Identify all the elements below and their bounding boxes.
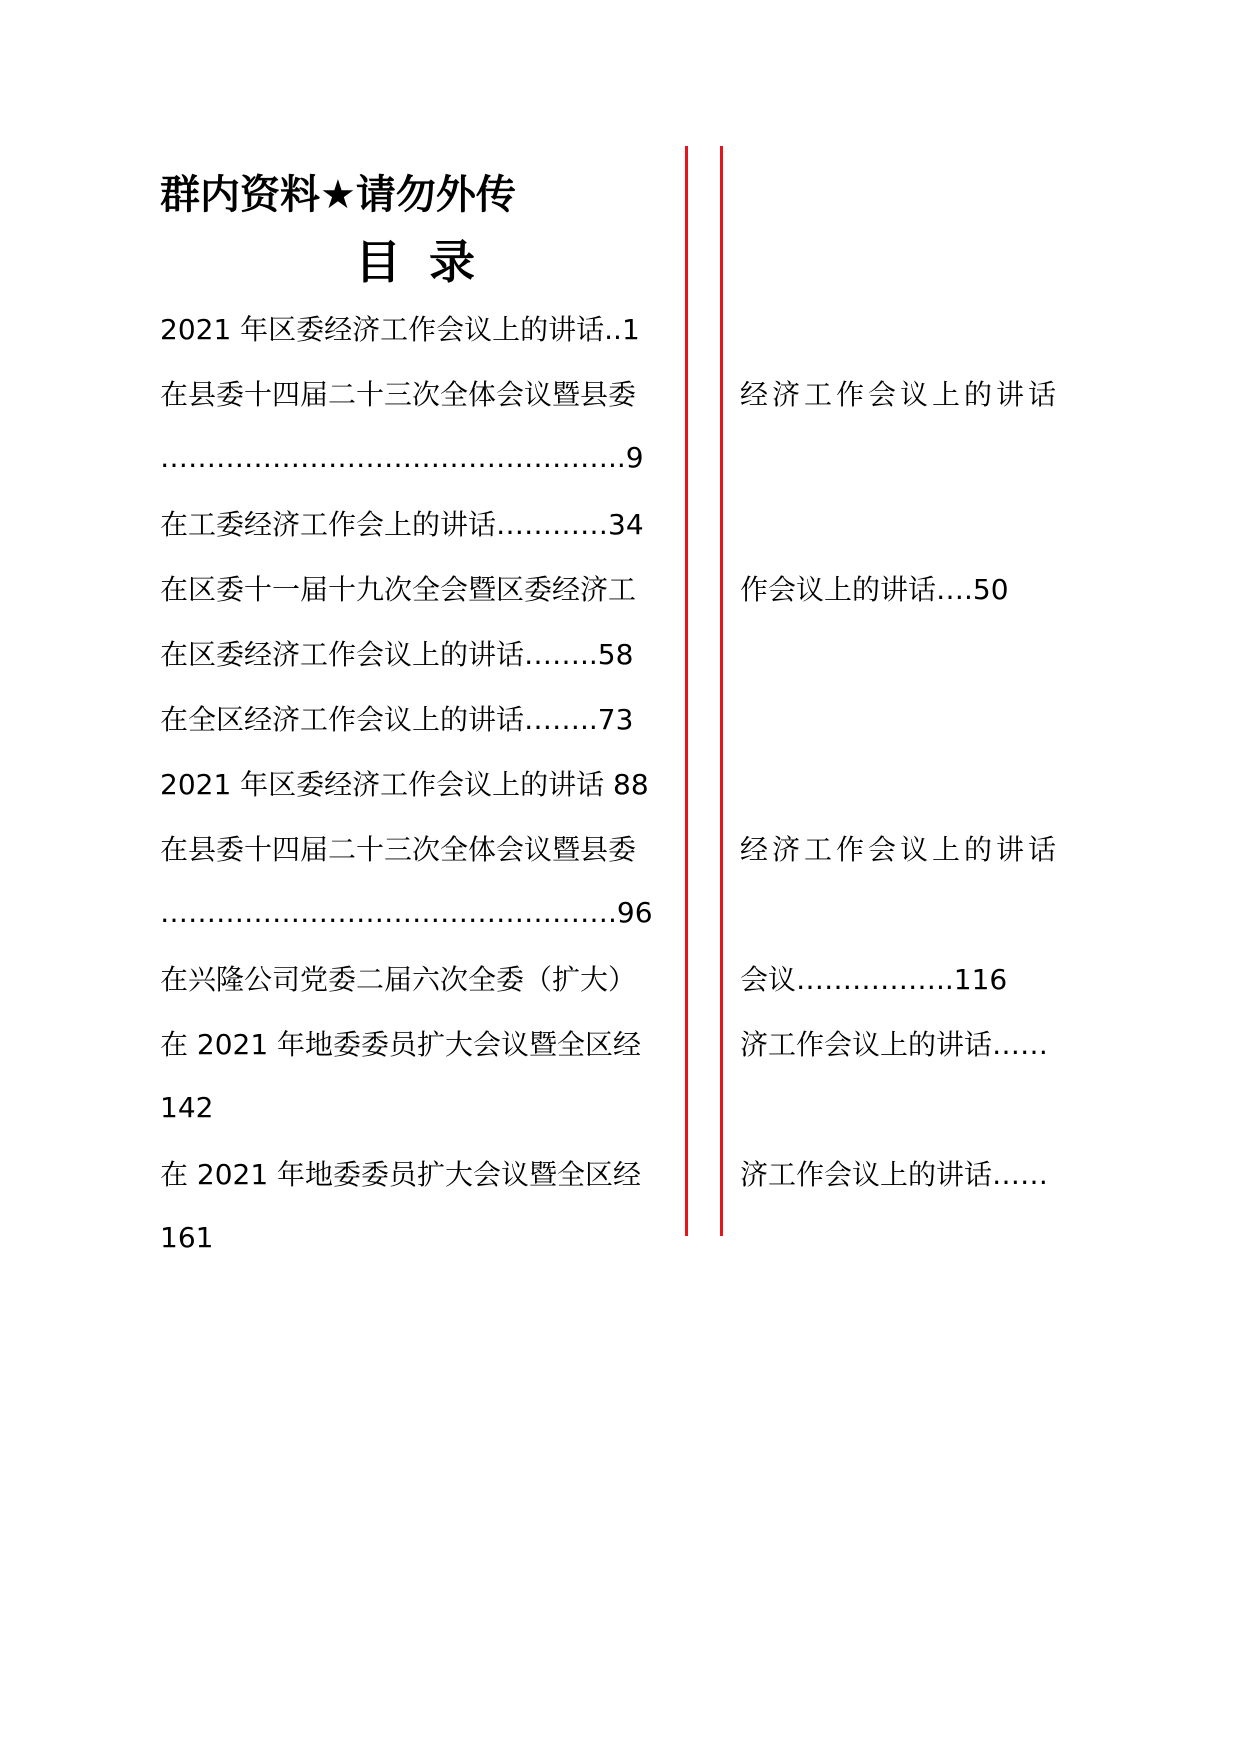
toc-entry-page: 142	[160, 1091, 214, 1124]
toc-entry[interactable]: 在工委经济工作会上的讲话…………34	[160, 508, 644, 541]
toc-entry[interactable]: 在县委十四届二十三次全体会议暨县委	[160, 378, 637, 411]
confidential-header: 群内资料★请勿外传	[160, 172, 516, 218]
red-column-divider-right	[720, 146, 723, 1236]
toc-entry[interactable]: 在 2021 年地委委员扩大会议暨全区经	[160, 1028, 642, 1061]
toc-entry[interactable]: 在兴隆公司党委二届六次全委（扩大）	[160, 963, 637, 996]
toc-title: 目录	[355, 235, 503, 289]
red-column-divider-left	[685, 146, 688, 1236]
toc-entry-leader: ………………………………………….96	[160, 896, 653, 929]
toc-entry[interactable]: 在全区经济工作会议上的讲话……..73	[160, 703, 634, 736]
toc-entry-continuation: 经济工作会议上的讲话	[740, 833, 1061, 866]
toc-entry[interactable]: 在区委经济工作会议上的讲话……..58	[160, 638, 634, 671]
toc-entry[interactable]: 2021 年区委经济工作会议上的讲话..1	[160, 313, 640, 346]
toc-entry[interactable]: 在县委十四届二十三次全体会议暨县委	[160, 833, 637, 866]
toc-entry-continuation: 经济工作会议上的讲话	[740, 378, 1061, 411]
toc-entry-continuation: 济工作会议上的讲话……	[740, 1158, 1049, 1191]
toc-entry[interactable]: 在区委十一届十九次全会暨区委经济工	[160, 573, 637, 606]
toc-entry-continuation: 会议……………..116	[740, 963, 1008, 996]
toc-entry-continuation: 作会议上的讲话….50	[740, 573, 1009, 606]
toc-entry-page: 161	[160, 1221, 214, 1254]
toc-entry-leader: …………………………………………..9	[160, 441, 644, 474]
toc-entry[interactable]: 在 2021 年地委委员扩大会议暨全区经	[160, 1158, 642, 1191]
toc-entry[interactable]: 2021 年区委经济工作会议上的讲话 88	[160, 768, 649, 801]
toc-entry-continuation: 济工作会议上的讲话……	[740, 1028, 1049, 1061]
